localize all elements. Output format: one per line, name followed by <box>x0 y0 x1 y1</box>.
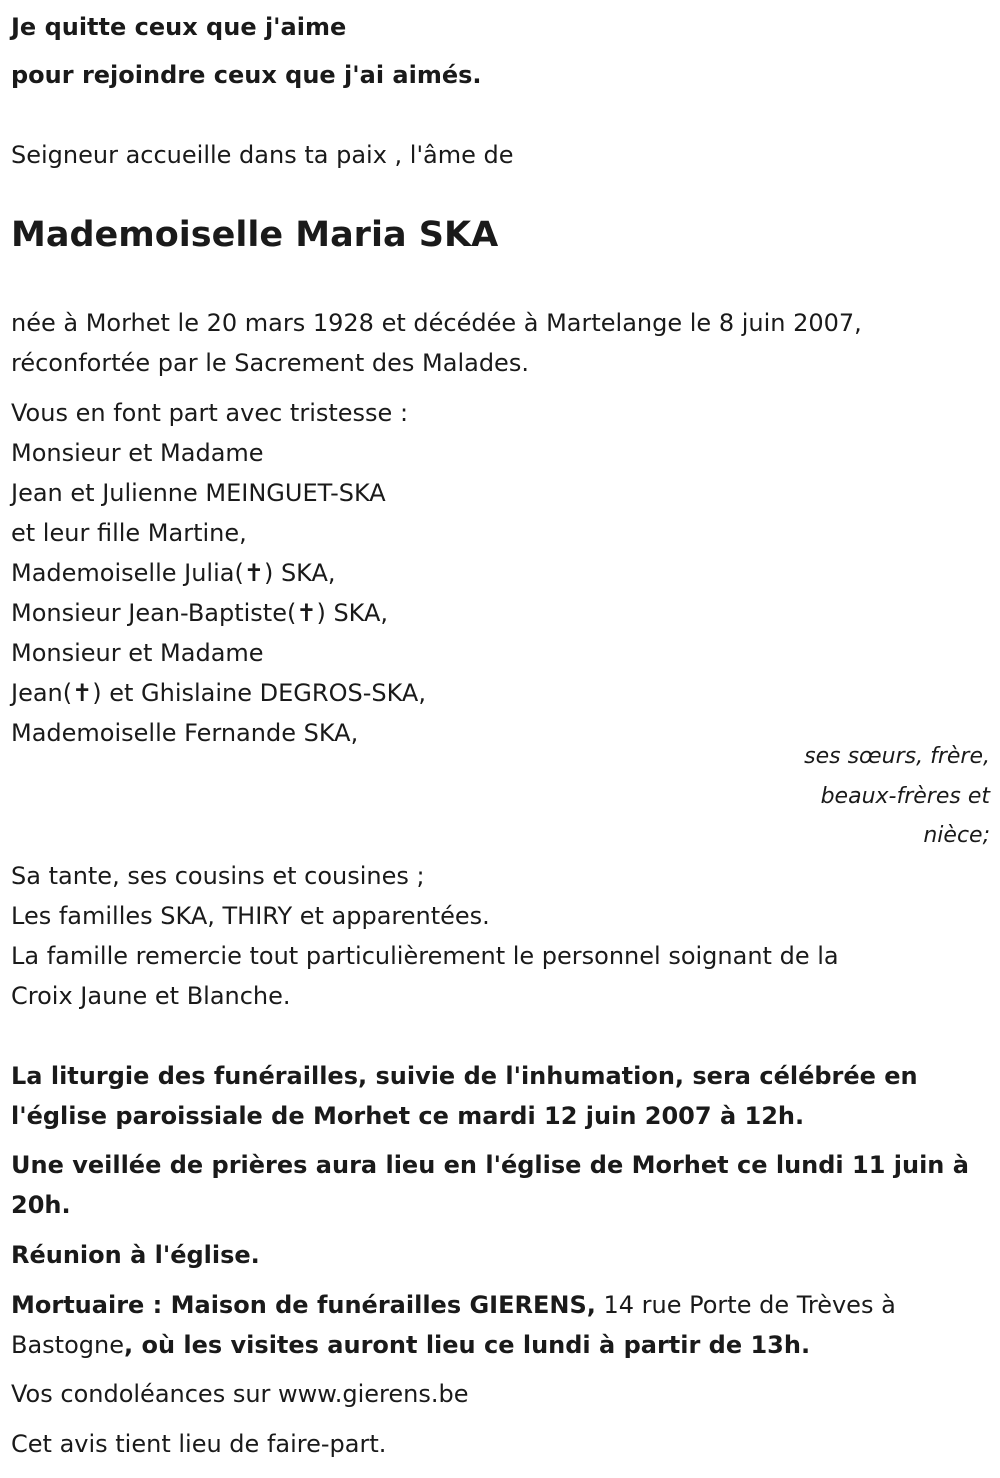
announcer-line: et leur fille Martine, <box>11 519 247 547</box>
relation-line-3: nièce; <box>923 823 990 848</box>
relation-line-1: ses sœurs, frère, <box>804 744 990 769</box>
mortuary-address: 14 rue Porte de Trèves à <box>595 1291 896 1319</box>
epigraph-line-2: pour rejoindre ceux que j'ai aimés. <box>11 61 482 89</box>
meeting-note: Réunion à l'église. <box>11 1241 260 1269</box>
announcers-intro: Vous en font part avec tristesse : <box>11 399 409 427</box>
mortuary-city: Bastogne <box>11 1331 124 1359</box>
others-line: Les familles SKA, THIRY et apparentées. <box>11 902 490 930</box>
announcer-line: Monsieur et Madame <box>11 639 264 667</box>
epigraph-line-1: Je quitte ceux que j'aime <box>11 13 347 41</box>
announcer-line: Monsieur Jean-Baptiste(✝) SKA, <box>11 599 389 627</box>
announcer-line: Mademoiselle Fernande SKA, <box>11 719 359 747</box>
others-line: Croix Jaune et Blanche. <box>11 982 291 1010</box>
vigil-line-1: Une veillée de prières aura lieu en l'église de Morhet ce lundi 11 juin à <box>11 1151 969 1179</box>
mortuary-line-2 <box>11 1330 810 1360</box>
condolences-line: Vos condoléances sur www.gierens.be <box>11 1380 469 1408</box>
relation-line-2: beaux-frères et <box>820 784 990 809</box>
announcer-line: Jean(✝) et Ghislaine DEGROS-SKA, <box>11 679 426 707</box>
liturgy-line-2: l'église paroissiale de Morhet ce mardi 12 juin 2007 à 12h. <box>11 1102 805 1130</box>
mortuary-line-1 <box>11 1290 896 1320</box>
birth-death-line-1: née à Morhet le 20 mars 1928 et décédée à Martelange le 8 juin 2007, <box>11 309 862 337</box>
mortuary-visits: , où les visites auront lieu ce lundi à partir de 13h. <box>123 1331 811 1359</box>
deceased-name: Mademoiselle Maria SKA <box>11 215 499 255</box>
liturgy-line-1: La liturgie des funérailles, suivie de l'inhumation, sera célébrée en <box>11 1062 918 1090</box>
others-line: La famille remercie tout particulièrement le personnel soignant de la <box>11 942 839 970</box>
vigil-line-2: 20h. <box>11 1191 71 1219</box>
birth-death-line-2: réconfortée par le Sacrement des Malades. <box>11 349 529 377</box>
announcer-line: Monsieur et Madame <box>11 439 264 467</box>
announcer-line: Jean et Julienne MEINGUET-SKA <box>11 479 386 507</box>
notice-line: Cet avis tient lieu de faire-part. <box>11 1430 387 1458</box>
mortuary-name: Mortuaire : Maison de funérailles GIERENS, <box>11 1291 596 1319</box>
others-line: Sa tante, ses cousins et cousines ; <box>11 862 425 890</box>
announcer-line: Mademoiselle Julia(✝) SKA, <box>11 559 336 587</box>
invocation: Seigneur accueille dans ta paix , l'âme de <box>11 141 514 169</box>
